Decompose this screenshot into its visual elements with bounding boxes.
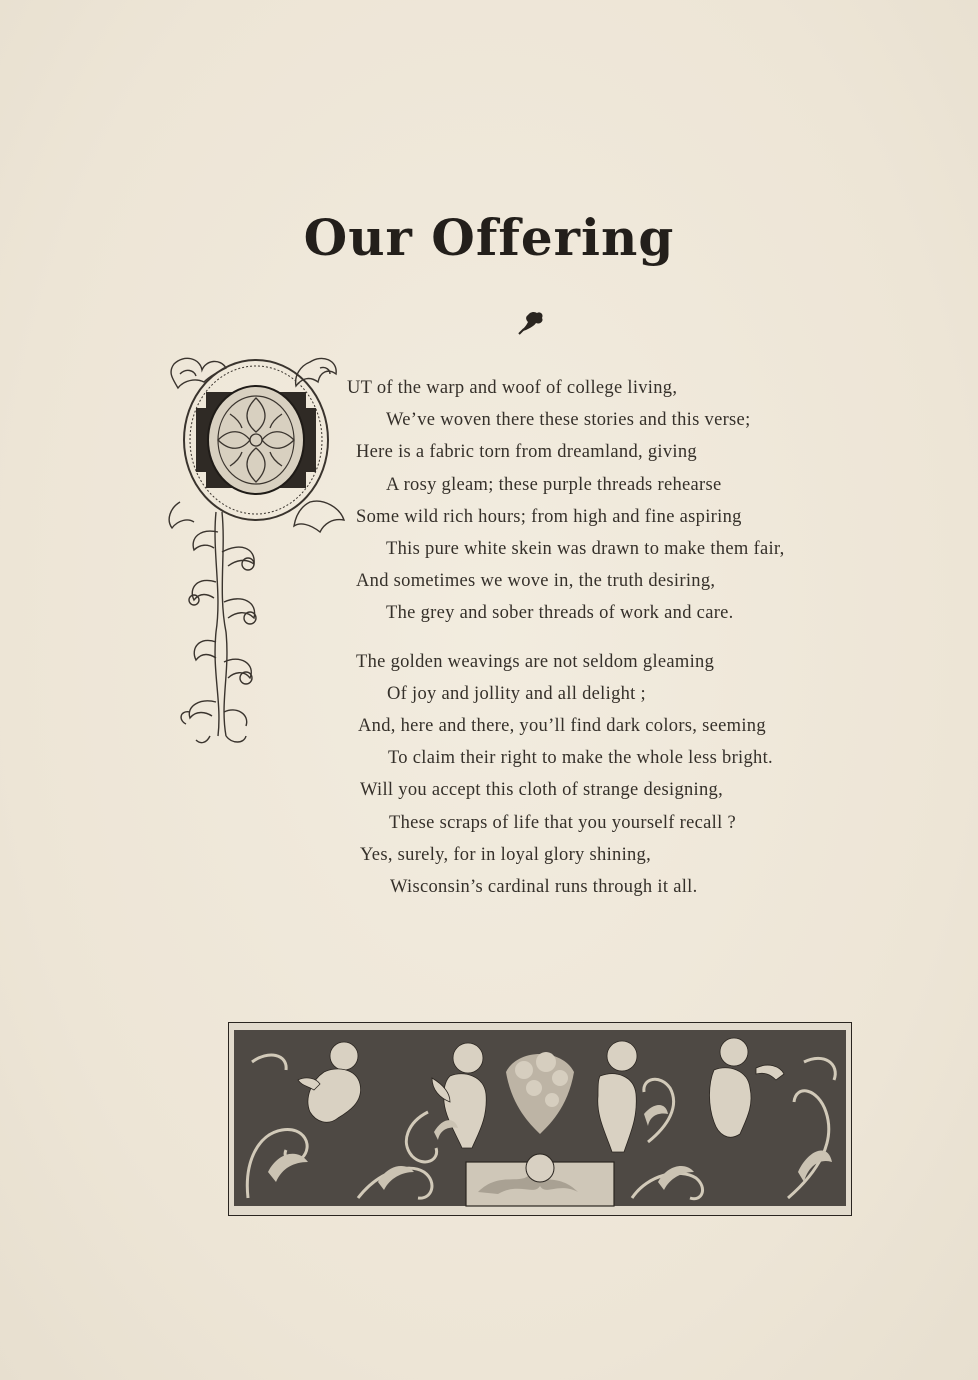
- poem-line: To claim their right to make the whole less bright.: [388, 748, 773, 768]
- page-title: Our Offering: [303, 208, 675, 267]
- poem-line: The grey and sober threads of work and care.: [386, 603, 734, 623]
- poem-line: UT of the warp and woof of college living,: [347, 378, 678, 398]
- poem-line: Wisconsin’s cardinal runs through it all.: [390, 877, 698, 897]
- poem-line: Will you accept this cloth of strange designing,: [360, 780, 724, 800]
- poem-line: The golden weavings are not seldom gleaming: [356, 652, 715, 672]
- cherub-frieze-illustration: [228, 1022, 852, 1216]
- poem-line: And, here and there, you’ll find dark colors, seeming: [358, 716, 766, 736]
- illuminated-initial-o: [160, 352, 350, 752]
- poem-line: Yes, surely, for in loyal glory shining,: [360, 845, 652, 865]
- poem-line: Some wild rich hours; from high and fine aspiring: [356, 507, 742, 527]
- poem-line: We’ve woven there these stories and this verse;: [386, 410, 751, 430]
- fleuron-ornament-icon: [516, 308, 546, 336]
- poem-line: These scraps of life that you yourself recall ?: [389, 813, 736, 833]
- poem-line: A rosy gleam; these purple threads rehearse: [386, 475, 722, 495]
- poem-line: And sometimes we wove in, the truth desiring,: [356, 571, 716, 591]
- poem-line: Here is a fabric torn from dreamland, giving: [356, 442, 697, 462]
- poem-line: This pure white skein was drawn to make them fair,: [386, 539, 785, 559]
- poem-line: Of joy and jollity and all delight ;: [387, 684, 646, 704]
